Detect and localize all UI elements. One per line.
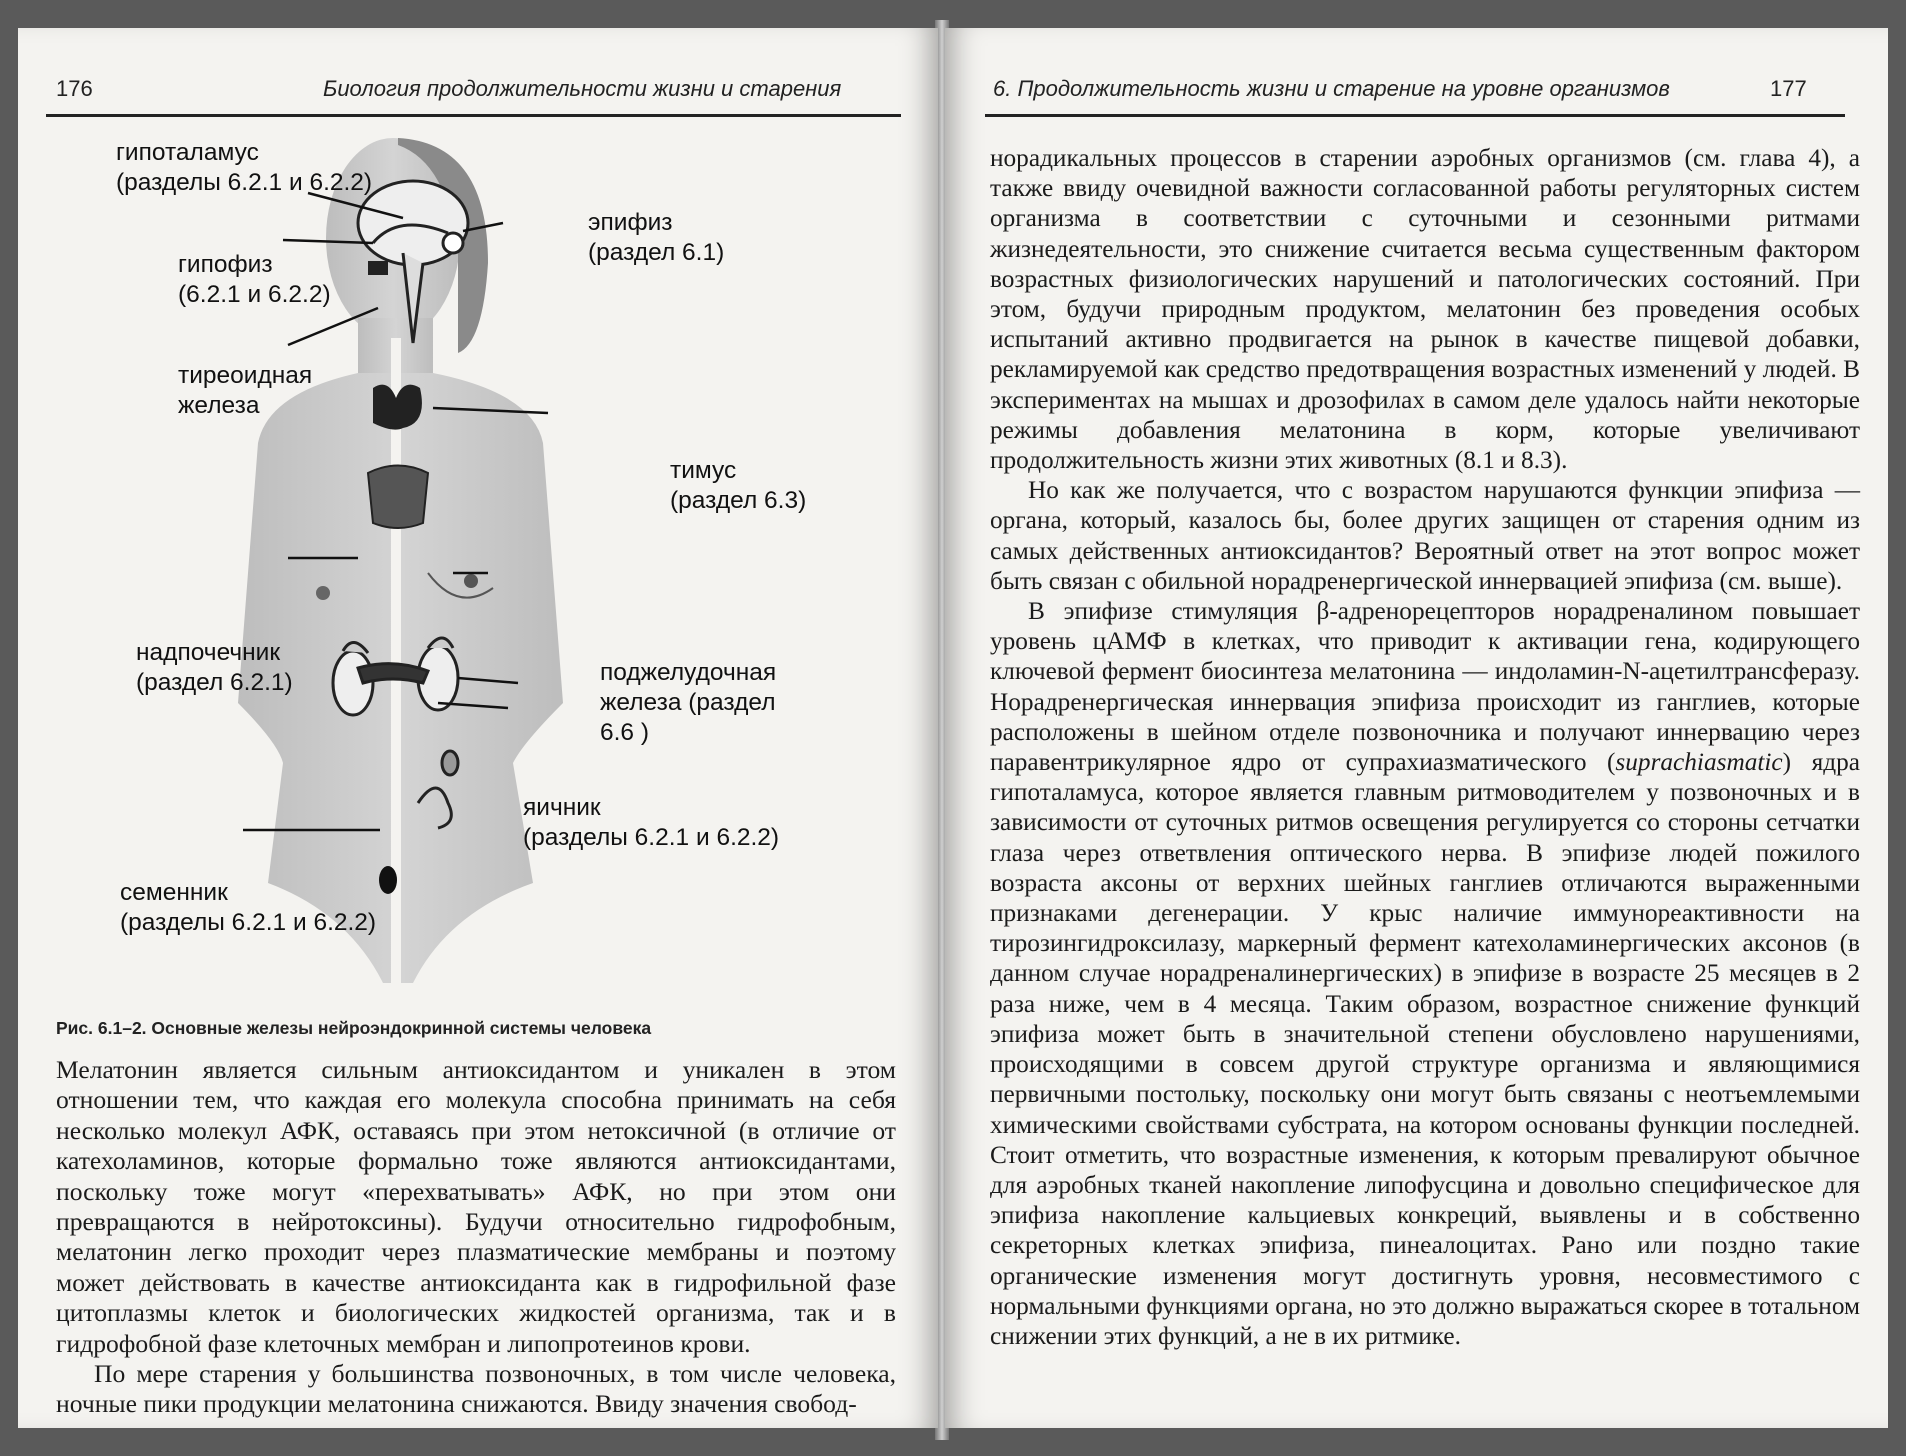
- label-thyroid: тиреоидная железа: [178, 362, 313, 419]
- label-pancreas: поджелудочная железа (раздел 6.6 ): [600, 659, 777, 746]
- right-paragraph-3-italic: suprachiasmatic: [1615, 748, 1783, 777]
- label-ovary: яичник (разделы 6.2.1 и 6.2.2): [523, 794, 780, 851]
- right-page: [945, 28, 1888, 1428]
- right-running-header: 6. Продолжительность жизни и старение на уровне организмов: [993, 76, 1670, 101]
- left-paragraph-2: По мере старения у большинства позвоночных, в том числе человека, ночные пики продукции мелатонина снижаются. Ввиду значения свобод-: [56, 1359, 896, 1419]
- thymus-gland: [368, 466, 428, 529]
- right-paragraph-3: [990, 596, 1860, 1351]
- label-epiphysis: эпифиз (раздел 6.1): [588, 209, 725, 266]
- left-page-number: 176: [56, 76, 93, 101]
- label-testis: семенник (разделы 6.2.1 и 6.2.2): [120, 879, 377, 936]
- label-thymus: тимус (раздел 6.3): [670, 457, 807, 514]
- left-header-rule: [46, 114, 901, 117]
- left-paragraph-1: Мелатонин является сильным антиоксидантом и уникален в этом отношении тем, что каждая его молекула способна принимать на себя несколько молекул АФК, оставаясь при этом нетоксичной (в отличие от катехоламинов, которые формально тоже являются антиоксидантами, поскольку тоже могут «перехватывать» АФК, но при этом они превращаются в нейротоксины). Будучи относительно гидрофобным, мелатонин легко проходит через плазматические мембраны и поэтому может действовать в качестве антиоксиданта как в гидрофильной фазе цитоплазмы клеток и биологических жидкостей организма, так и в гидрофобной фазе клеточных мембран и липопротеинов крови.: [56, 1055, 896, 1358]
- right-paragraph-3-part-2: ) ядра гипоталамуса, которое является главным ритмоводителем у позвоночных и в зависимости от суточных ритмов освещения регулируется со стороны сетчатки глаза через ответвления оптического нерва. В эпифизе людей пожилого возраста аксоны от верхних шейных ганглиев отличаются выраженными признаками дегенерации. У крыс наличие иммунореактивности на тирозингидроксилазу, маркерный фермент катехоламинергических аксонов (в данном случае норадреналинергических) в эпифизе в возрасте 25 месяцев в 2 раза ниже, чем в 4 месяца. Таким образом, возрастное снижение функций эпифиза может быть в значительной степени обусловлено нарушениями, происходящими в совсем другой структуре организма и являющимися первичными постольку, поскольку они могут быть связаны с неотъемлемыми химическими свойствами субстрата, на котором основаны функции последней. Стоит отметить, что возрастные изменения, к которым превалируют обычное для аэробных тканей накопление липофусцина и довольно специфическое для эпифиза накопление кальциевых конкреций, выявлены и в собственно секреторных клетках эпифиза, пинеалоцитах. Рано или поздно такие органические изменения могут достигнуть уровня, несовместимого с нормальными функциями органа, но это должно выражаться скорее в тотальном снижении этих функций, а не в их ритмике.: [990, 748, 1860, 1350]
- right-paragraph-1: норадикальных процессов в старении аэробных организмов (см. глава 4), а также ввиду очевидной важности согласованной работы регуляторных систем организма в соответствии с суточными и сезонными ритмами жизнедеятельности, это снижение считается весьма существенным фактором возрастных физиологических нарушений и патологических состояний. При этом, будучи природным продуктом, мелатонин без проведения особых испытаний активно продвигается на рынок в качестве пищевой добавки, рекламируемой как средство предотвращения возрастных изменений у людей. В экспериментах на мышах и дрозофилах в самом деле удалось найти некоторые режимы добавления мелатонина в корм, которые увеличивают продолжительность жизни этих животных (8.1 и 8.3).: [990, 144, 1860, 475]
- right-paragraph-3-part-1: В эпифизе стимуляция β-адренорецепторов норадреналином повышает уровень цАМФ в клетках, что приводит к активации гена, кодирующего ключевой фермент биосинтеза мелатонина — индоламин-N-ацетилтрансферазу. Норадренергическая иннервация эпифиза происходит из ганглиев, которые расположены в шейном отделе позвоночника и получают иннервацию через паравентрикулярное ядро от супрахиазматического (: [990, 597, 1860, 777]
- figure-caption: Рис. 6.1–2. Основные железы нейроэндокринной системы человека: [56, 1018, 652, 1038]
- right-page-number: 177: [1770, 76, 1807, 101]
- right-header-rule: [985, 114, 1845, 117]
- label-hypophysis: гипофиз (6.2.1 и 6.2.2): [178, 251, 331, 308]
- left-page: [18, 28, 938, 1428]
- right-body-text: [990, 143, 1860, 1351]
- left-running-header: Биология продолжительности жизни и старения: [323, 76, 842, 101]
- label-hypothalamus: гипоталамус (разделы 6.2.1 и 6.2.2): [116, 139, 373, 196]
- right-paragraph-2: Но как же получается, что с возрастом нарушаются функции эпифиза — органа, который, казалось бы, более других защищен от старения одним из самых действенных антиоксидантов? Вероятный ответ на этот вопрос может быть связан с обильной норадренергической иннервацией эпифиза (см. выше).: [990, 476, 1860, 595]
- label-adrenal: надпочечник (раздел 6.2.1): [136, 639, 293, 696]
- left-body-text: [56, 1055, 896, 1420]
- endocrine-figure: [18, 123, 938, 1003]
- testis-organ: [379, 866, 397, 894]
